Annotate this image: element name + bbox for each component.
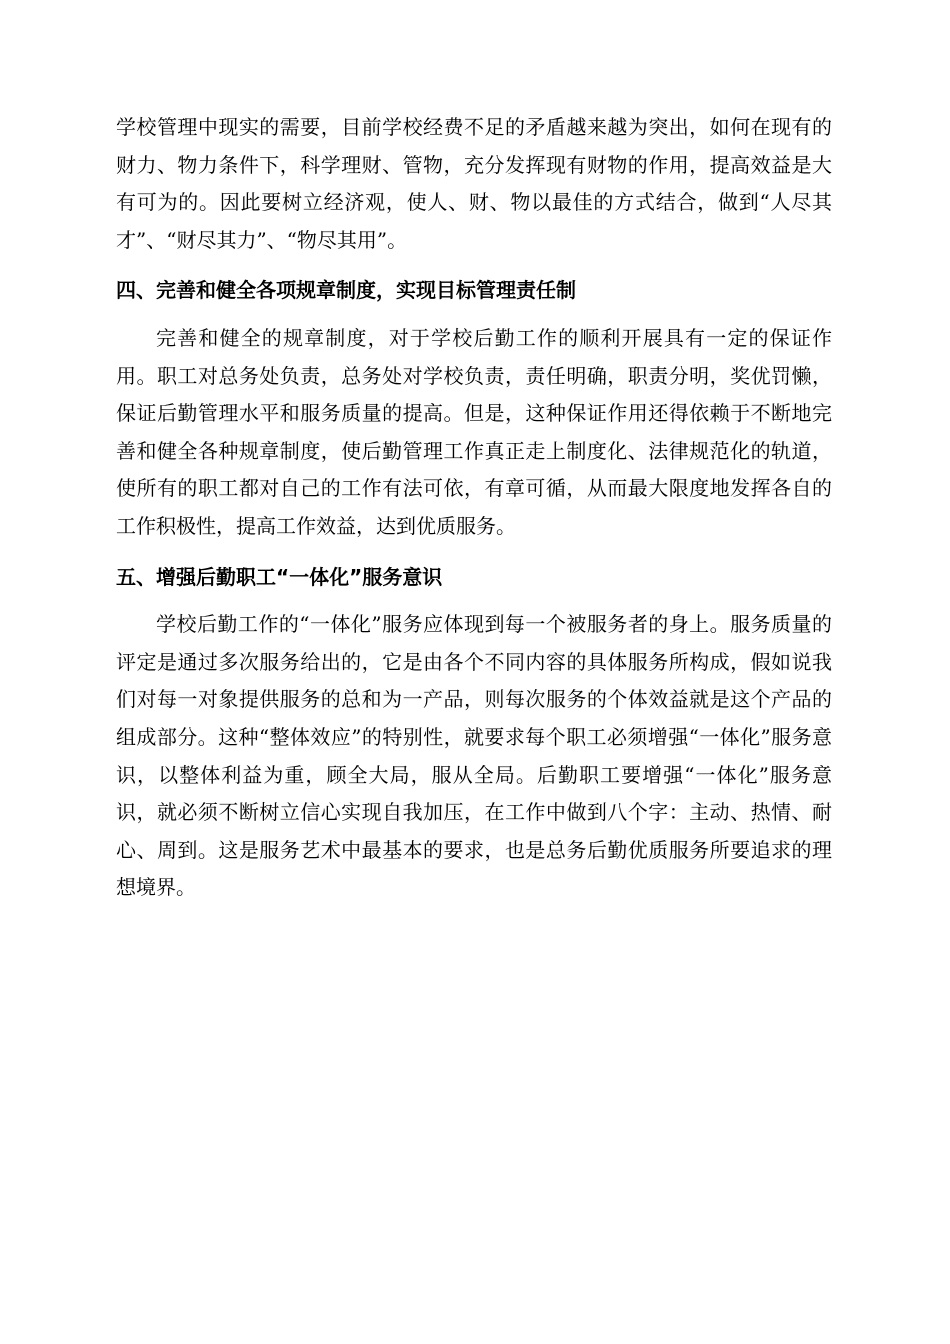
- spacer: [116, 259, 832, 272]
- spacer: [116, 596, 832, 606]
- section-heading-4: 四、完善和健全各项规章制度，实现目标管理责任制: [116, 278, 576, 303]
- paragraph-continuation: 学校管理中现实的需要，目前学校经费不足的矛盾越来越为突出，如何在现有的财力、物力条件下，科学理财、管物，充分发挥现有财物的作用，提高效益是大有可为的。因此要树立经济观，使人、财、物以最佳的方式结合，做到“人尽其才”、“财尽其力”、“物尽其用”。: [116, 115, 832, 252]
- section-4-paragraph: 完善和健全的规章制度，对于学校后勤工作的顺利开展具有一定的保证作用。职工对总务处负责，总务处对学校负责，责任明确，职责分明，奖优罚懒，保证后勤管理水平和服务质量的提高。但是，这种保证作用还得依赖于不断地完善和健全各种规章制度，使后勤管理工作真正走上制度化、法律规范化的轨道，使所有的职工都对自己的工作有法可依，有章可循，从而最大限度地发挥各自的工作积极性，提高工作效益，达到优质服务。: [116, 325, 832, 538]
- spacer: [116, 546, 832, 559]
- section-5-paragraph: 学校后勤工作的“一体化”服务应体现到每一个被服务者的身上。服务质量的评定是通过多次服务给出的，它是由各个不同内容的具体服务所构成，假如说我们对每一对象提供服务的总和为一产品，则每次服务的个体效益就是这个产品的组成部分。这种“整体效应”的特别性，就要求每个职工必须增强“一体化”服务意识，以整体利益为重，顾全大局，服从全局。后勤职工要增强“一体化”服务意识，就必须不断树立信心实现自我加压，在工作中做到八个字：主动、热情、耐心、周到。这是服务艺术中最基本的要求，也是总务后勤优质服务所要追求的理想境界。: [116, 612, 832, 900]
- spacer: [116, 310, 832, 320]
- section-heading-5: 五、增强后勤职工“一体化”服务意识: [116, 564, 443, 589]
- document-page: [116, 109, 832, 907]
